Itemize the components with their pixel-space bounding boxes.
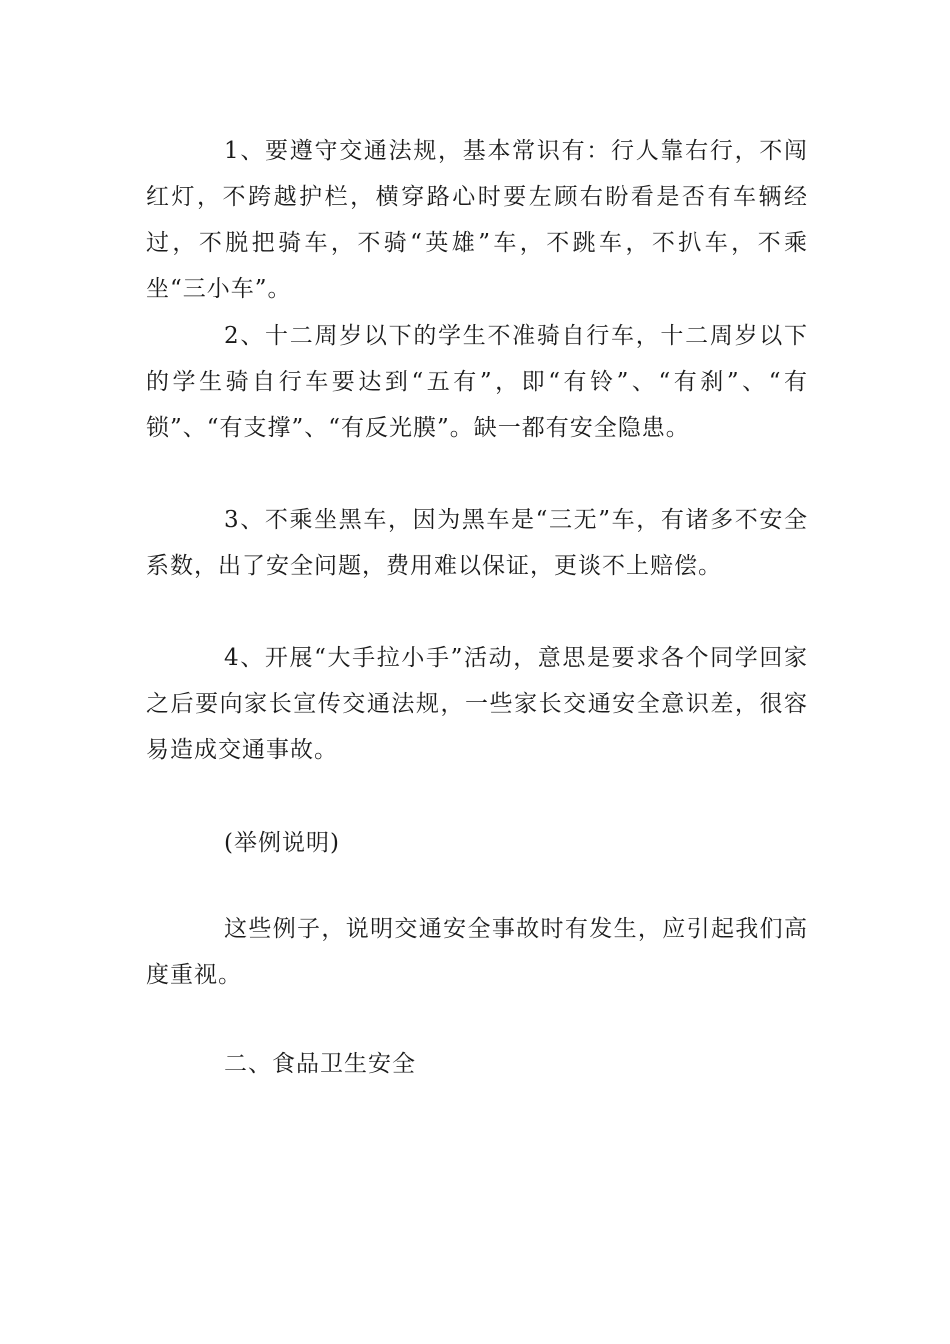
paragraph-conclusion: 这些例子，说明交通安全事故时有发生，应引起我们高度重视。: [146, 916, 808, 988]
paragraph-traffic-rules: 1、要遵守交通法规，基本常识有：行人靠右行，不闯红灯，不跨越护栏，横穿路心时要左顾右盼看是否有车辆经过，不脱把骑车，不骑“英雄”车，不跳车，不扒车，不乘坐“三小车”。: [146, 138, 808, 302]
paragraph-big-hand-small-hand: 4、开展“大手拉小手”活动，意思是要求各个同学回家之后要向家长宣传交通法规，一些家长交通安全意识差，很容易造成交通事故。: [146, 645, 808, 763]
paragraph-example-note: (举例说明): [224, 830, 340, 856]
paragraph-bicycle-rules: 2、十二周岁以下的学生不准骑自行车，十二周岁以下的学生骑自行车要达到“五有”，即“有铃”、“有刹”、“有锁”、“有支撑”、“有反光膜”。缺一都有安全隐患。: [146, 323, 808, 441]
paragraph-illegal-taxi: 3、不乘坐黑车，因为黑车是“三无”车，有诸多不安全系数，出了安全问题，费用难以保证，更谈不上赔偿。: [146, 507, 808, 579]
section-heading-food-safety: 二、食品卫生安全: [224, 1051, 416, 1077]
